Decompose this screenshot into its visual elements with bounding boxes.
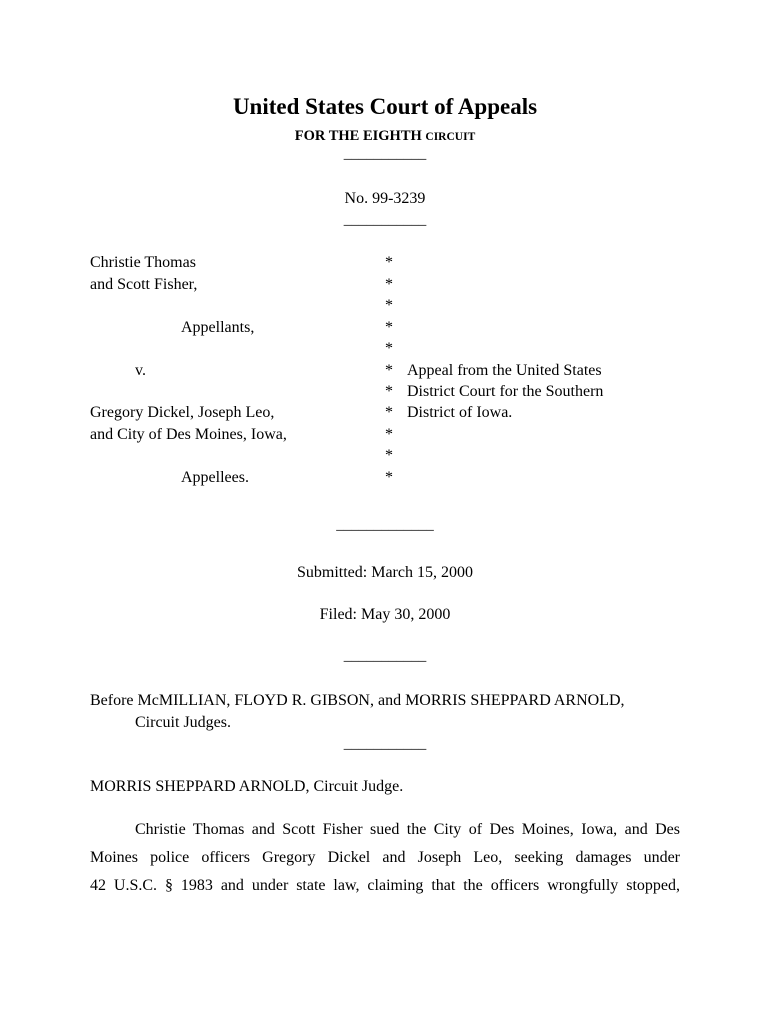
panel-judges: Before McMILLIAN, FLOYD R. GIBSON, and MORRIS SHEPPARD ARNOLD, xyxy=(90,692,625,709)
opinion-line: Moines police officers Gregory Dickel and Joseph Leo, seeking damages under xyxy=(90,849,680,866)
caption-star: * xyxy=(385,426,393,443)
circuit-prefix: FOR THE EIGHTH xyxy=(294,128,422,144)
circuit-suffix: CIRCUIT xyxy=(425,131,476,143)
caption-star: * xyxy=(385,447,393,464)
caption-star: * xyxy=(385,297,393,314)
opinion-line: Christie Thomas and Scott Fisher sued the City of Des Moines, Iowa, and Des xyxy=(135,821,680,838)
filed-date: Filed: May 30, 2000 xyxy=(319,606,451,623)
submitted-date: Submitted: March 15, 2000 xyxy=(297,564,473,581)
caption-star: * xyxy=(385,254,393,271)
panel-judges-title: Circuit Judges. xyxy=(135,714,231,731)
court-title: United States Court of Appeals xyxy=(232,94,538,119)
appellees-role: Appellees. xyxy=(181,469,249,486)
appeal-from-line-2: District Court for the Southern xyxy=(407,383,604,400)
caption-star: * xyxy=(385,404,393,421)
circuit-line xyxy=(0,128,770,145)
caption-star: * xyxy=(385,276,393,293)
opinion-line: 42 U.S.C. § 1983 and under state law, claiming that the officers wrongfully stopped, xyxy=(90,877,680,894)
caption-star: * xyxy=(385,383,393,400)
appellee-name-1: Gregory Dickel, Joseph Leo, xyxy=(90,404,275,421)
header-rule: ___________ xyxy=(343,146,427,162)
case-number: No. 99-3239 xyxy=(344,190,426,207)
appellant-name-1: Christie Thomas xyxy=(90,254,196,271)
opinion-author: MORRIS SHEPPARD ARNOLD, Circuit Judge. xyxy=(90,778,404,795)
dates-rule: ___________ xyxy=(343,648,427,664)
caption-star: * xyxy=(385,319,393,336)
caption-rule: _____________ xyxy=(336,517,434,533)
caption-star: * xyxy=(385,362,393,379)
caption-star: * xyxy=(385,340,393,357)
appellants-role: Appellants, xyxy=(181,319,255,336)
case-number-rule: ___________ xyxy=(343,212,427,228)
appeal-from-line-1: Appeal from the United States xyxy=(407,362,602,379)
caption-star: * xyxy=(385,469,393,486)
appeal-from-line-3: District of Iowa. xyxy=(407,404,513,421)
panel-rule: ___________ xyxy=(343,736,427,752)
appellee-name-2: and City of Des Moines, Iowa, xyxy=(90,426,287,443)
appellant-name-2: and Scott Fisher, xyxy=(90,276,198,293)
versus: v. xyxy=(135,362,146,379)
opinion-paragraph xyxy=(90,816,680,900)
